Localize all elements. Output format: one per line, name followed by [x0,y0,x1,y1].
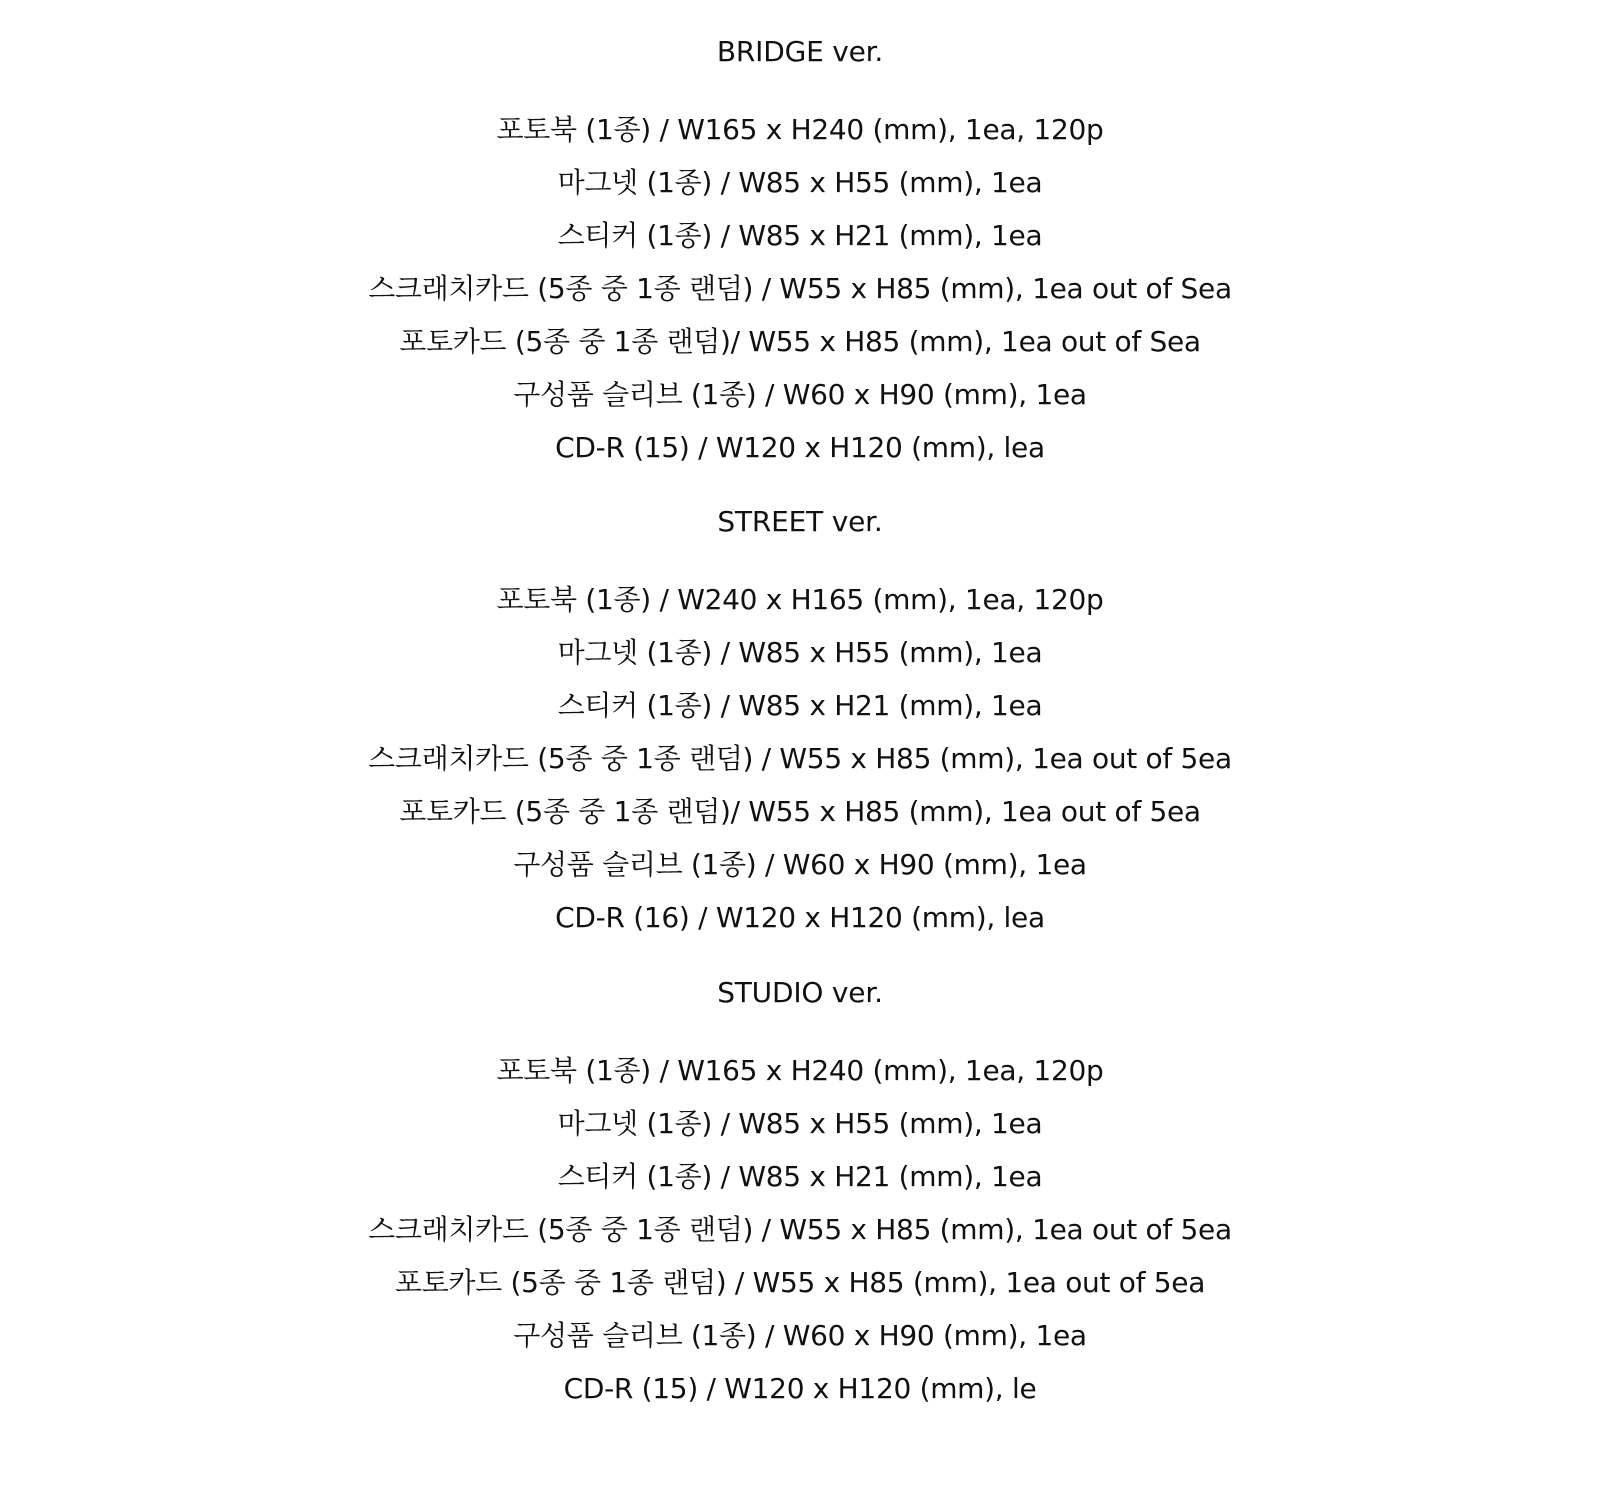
component-item: 구성품 슬리브 (1종) / W60 x H90 (mm), 1ea [513,1319,1087,1352]
component-item: 스크래치카드 (5종 중 1종 랜덤) / W55 x H85 (mm), 1ea out of Sea [368,272,1232,305]
component-item: 포토북 (1종) / W240 x H165 (mm), 1ea, 120p [496,583,1104,616]
component-item: 스크래치카드 (5종 중 1종 랜덤) / W55 x H85 (mm), 1ea out of 5ea [368,742,1232,775]
component-item: CD-R (15) / W120 x H120 (mm), le [563,1372,1037,1405]
component-list [0,103,1600,474]
component-item: 스크래치카드 (5종 중 1종 랜덤) / W55 x H85 (mm), 1ea out of 5ea [368,1213,1232,1246]
section-title: STUDIO ver. [717,976,883,1009]
component-item: 마그넷 (1종) / W85 x H55 (mm), 1ea [557,1107,1043,1140]
component-item: 스티커 (1종) / W85 x H21 (mm), 1ea [557,689,1043,722]
component-list [0,573,1600,944]
component-list [0,1044,1600,1415]
component-item: CD-R (16) / W120 x H120 (mm), lea [555,901,1045,934]
component-item: 포토북 (1종) / W165 x H240 (mm), 1ea, 120p [496,1054,1104,1087]
section-street-version [0,497,1600,944]
component-item: 구성품 슬리브 (1종) / W60 x H90 (mm), 1ea [513,378,1087,411]
component-item: 마그넷 (1종) / W85 x H55 (mm), 1ea [557,166,1043,199]
component-item: 포토카드 (5종 중 1종 랜덤) / W55 x H85 (mm), 1ea out of 5ea [394,1266,1206,1299]
component-item: 포토북 (1종) / W165 x H240 (mm), 1ea, 120p [496,113,1104,146]
component-item: 스티커 (1종) / W85 x H21 (mm), 1ea [557,219,1043,252]
section-title: STREET ver. [717,505,883,538]
section-title: BRIDGE ver. [716,35,884,68]
component-item: 스티커 (1종) / W85 x H21 (mm), 1ea [557,1160,1043,1193]
section-bridge-version [0,27,1600,474]
component-item: 마그넷 (1종) / W85 x H55 (mm), 1ea [557,636,1043,669]
component-item: 포토카드 (5종 중 1종 랜덤)/ W55 x H85 (mm), 1ea out of 5ea [399,795,1201,828]
component-item: 구성품 슬리브 (1종) / W60 x H90 (mm), 1ea [513,848,1087,881]
component-item: CD-R (15) / W120 x H120 (mm), lea [555,431,1045,464]
component-item: 포토카드 (5종 중 1종 랜덤)/ W55 x H85 (mm), 1ea out of Sea [399,325,1201,358]
section-studio-version [0,968,1600,1415]
